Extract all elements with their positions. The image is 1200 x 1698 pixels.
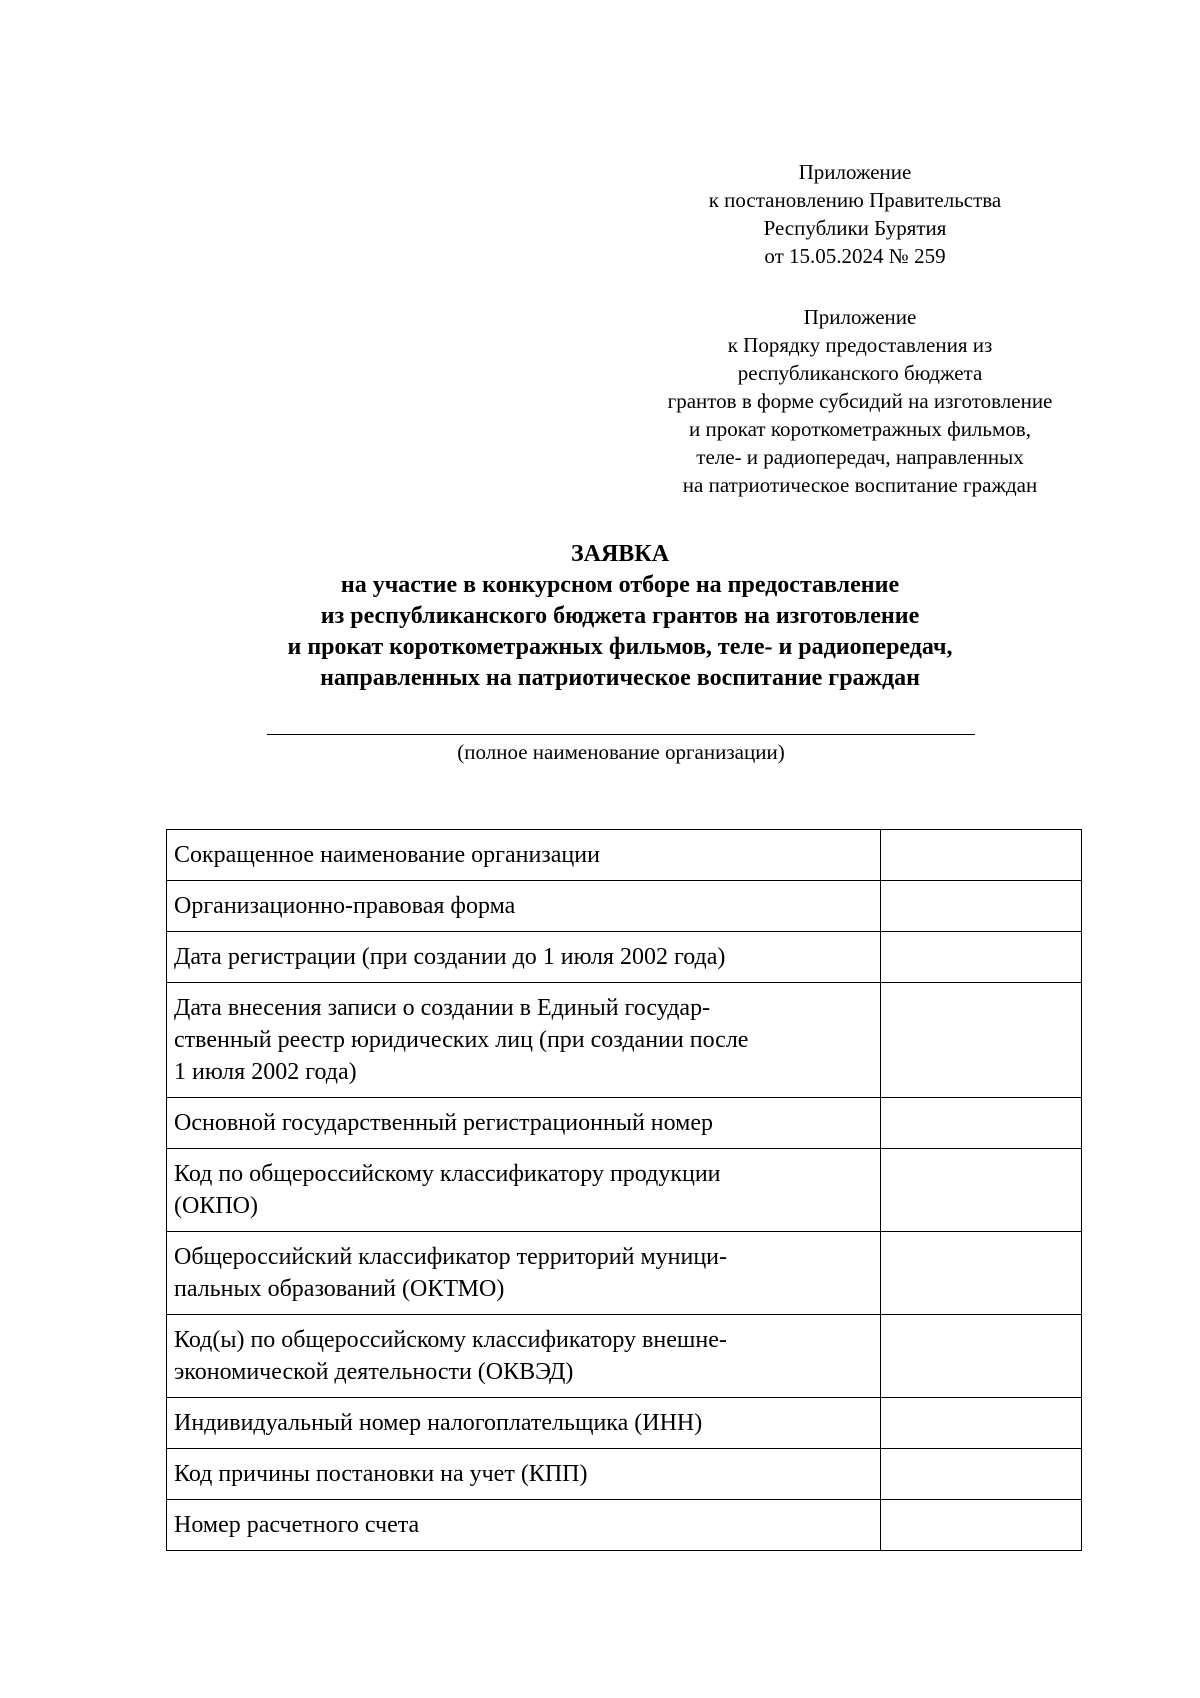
- appendix-2-line: республиканского бюджета: [737, 361, 983, 385]
- appendix-resolution-reference: [660, 158, 1050, 270]
- row-value-cell[interactable]: [881, 830, 1082, 881]
- row-value-cell[interactable]: [881, 932, 1082, 983]
- title-line: на участие в конкурсном отборе на предоставление: [340, 572, 900, 598]
- row-value-cell[interactable]: [881, 1232, 1082, 1315]
- row-label-line: Дата внесения записи о создании в Единый государ-: [174, 995, 711, 1021]
- table-row: [167, 1500, 1082, 1551]
- row-label-line: пальных образований (ОКТМО): [174, 1276, 505, 1302]
- row-label-line: Общероссийский классификатор территорий муници-: [174, 1244, 727, 1270]
- row-label: [167, 1149, 881, 1232]
- organization-details-table: [166, 829, 1082, 1551]
- row-value-cell[interactable]: [881, 1149, 1082, 1232]
- row-label-line: экономической деятельности (ОКВЭД): [174, 1359, 574, 1385]
- row-label-line: ственный реестр юридических лиц (при создании после: [174, 1027, 749, 1053]
- organization-name-blank[interactable]: [267, 734, 975, 735]
- row-label-line: Код причины постановки на учет (КПП): [174, 1461, 588, 1487]
- row-value-cell[interactable]: [881, 1098, 1082, 1149]
- row-label-line: Код(ы) по общероссийскому классификатору внешне-: [174, 1327, 727, 1353]
- row-label: [167, 1449, 881, 1500]
- table-row: [167, 1449, 1082, 1500]
- appendix-1-line: от 15.05.2024 № 259: [764, 244, 946, 268]
- title-line: направленных на патриотическое воспитание граждан: [320, 665, 920, 691]
- appendix-1-line: Республики Бурятия: [763, 216, 947, 240]
- appendix-2-line: на патриотическое воспитание граждан: [682, 473, 1038, 497]
- appendix-2-line: Приложение: [803, 305, 917, 329]
- appendix-2-line: теле- и радиопередач, направленных: [696, 445, 1024, 469]
- row-label-line: Основной государственный регистрационный номер: [174, 1110, 714, 1136]
- row-label-line: Сокращенное наименование организации: [174, 842, 600, 868]
- row-label: [167, 1098, 881, 1149]
- row-label-line: Номер расчетного счета: [174, 1512, 420, 1538]
- appendix-2-line: и прокат короткометражных фильмов,: [689, 417, 1031, 441]
- row-value-cell[interactable]: [881, 1500, 1082, 1551]
- appendix-2-line: к Порядку предоставления из: [727, 333, 993, 357]
- title-line: и прокат короткометражных фильмов, теле- и радиопередач,: [287, 634, 953, 660]
- row-label-line: Индивидуальный номер налогоплательщика (ИНН): [174, 1410, 703, 1436]
- table-row: [167, 830, 1082, 881]
- row-label: [167, 1500, 881, 1551]
- row-value-cell[interactable]: [881, 1398, 1082, 1449]
- table-row: [167, 1149, 1082, 1232]
- row-label: [167, 1232, 881, 1315]
- appendix-1-line: к постановлению Правительства: [708, 188, 1002, 212]
- table-row: [167, 1398, 1082, 1449]
- row-label: [167, 1398, 881, 1449]
- appendix-1-line: Приложение: [798, 160, 912, 184]
- row-label-line: Код по общероссийскому классификатору продукции: [174, 1161, 721, 1187]
- table-row: [167, 983, 1082, 1098]
- row-label: [167, 1315, 881, 1398]
- table-row: [167, 932, 1082, 983]
- row-value-cell[interactable]: [881, 1449, 1082, 1500]
- title-heading: ЗАЯВКА: [570, 541, 670, 567]
- appendix-2-line: грантов в форме субсидий на изготовление: [667, 389, 1053, 413]
- row-value-cell[interactable]: [881, 1315, 1082, 1398]
- title-line: из республиканского бюджета грантов на изготовление: [320, 603, 920, 629]
- row-label-line: (ОКПО): [174, 1193, 258, 1219]
- row-label: [167, 881, 881, 932]
- table-row: [167, 1315, 1082, 1398]
- table-row: [167, 881, 1082, 932]
- row-label: [167, 830, 881, 881]
- row-label-line: Дата регистрации (при создании до 1 июля 2002 года): [174, 944, 726, 970]
- table-row: [167, 1232, 1082, 1315]
- row-value-cell[interactable]: [881, 881, 1082, 932]
- organization-name-caption: (полное наименование организации): [457, 740, 785, 764]
- document-title: [160, 539, 1080, 694]
- row-label: [167, 983, 881, 1098]
- row-label: [167, 932, 881, 983]
- table-row: [167, 1098, 1082, 1149]
- row-label-line: Организационно-правовая форма: [174, 893, 516, 919]
- row-value-cell[interactable]: [881, 983, 1082, 1098]
- appendix-procedure-reference: [600, 303, 1120, 499]
- row-label-line: 1 июля 2002 года): [174, 1059, 357, 1085]
